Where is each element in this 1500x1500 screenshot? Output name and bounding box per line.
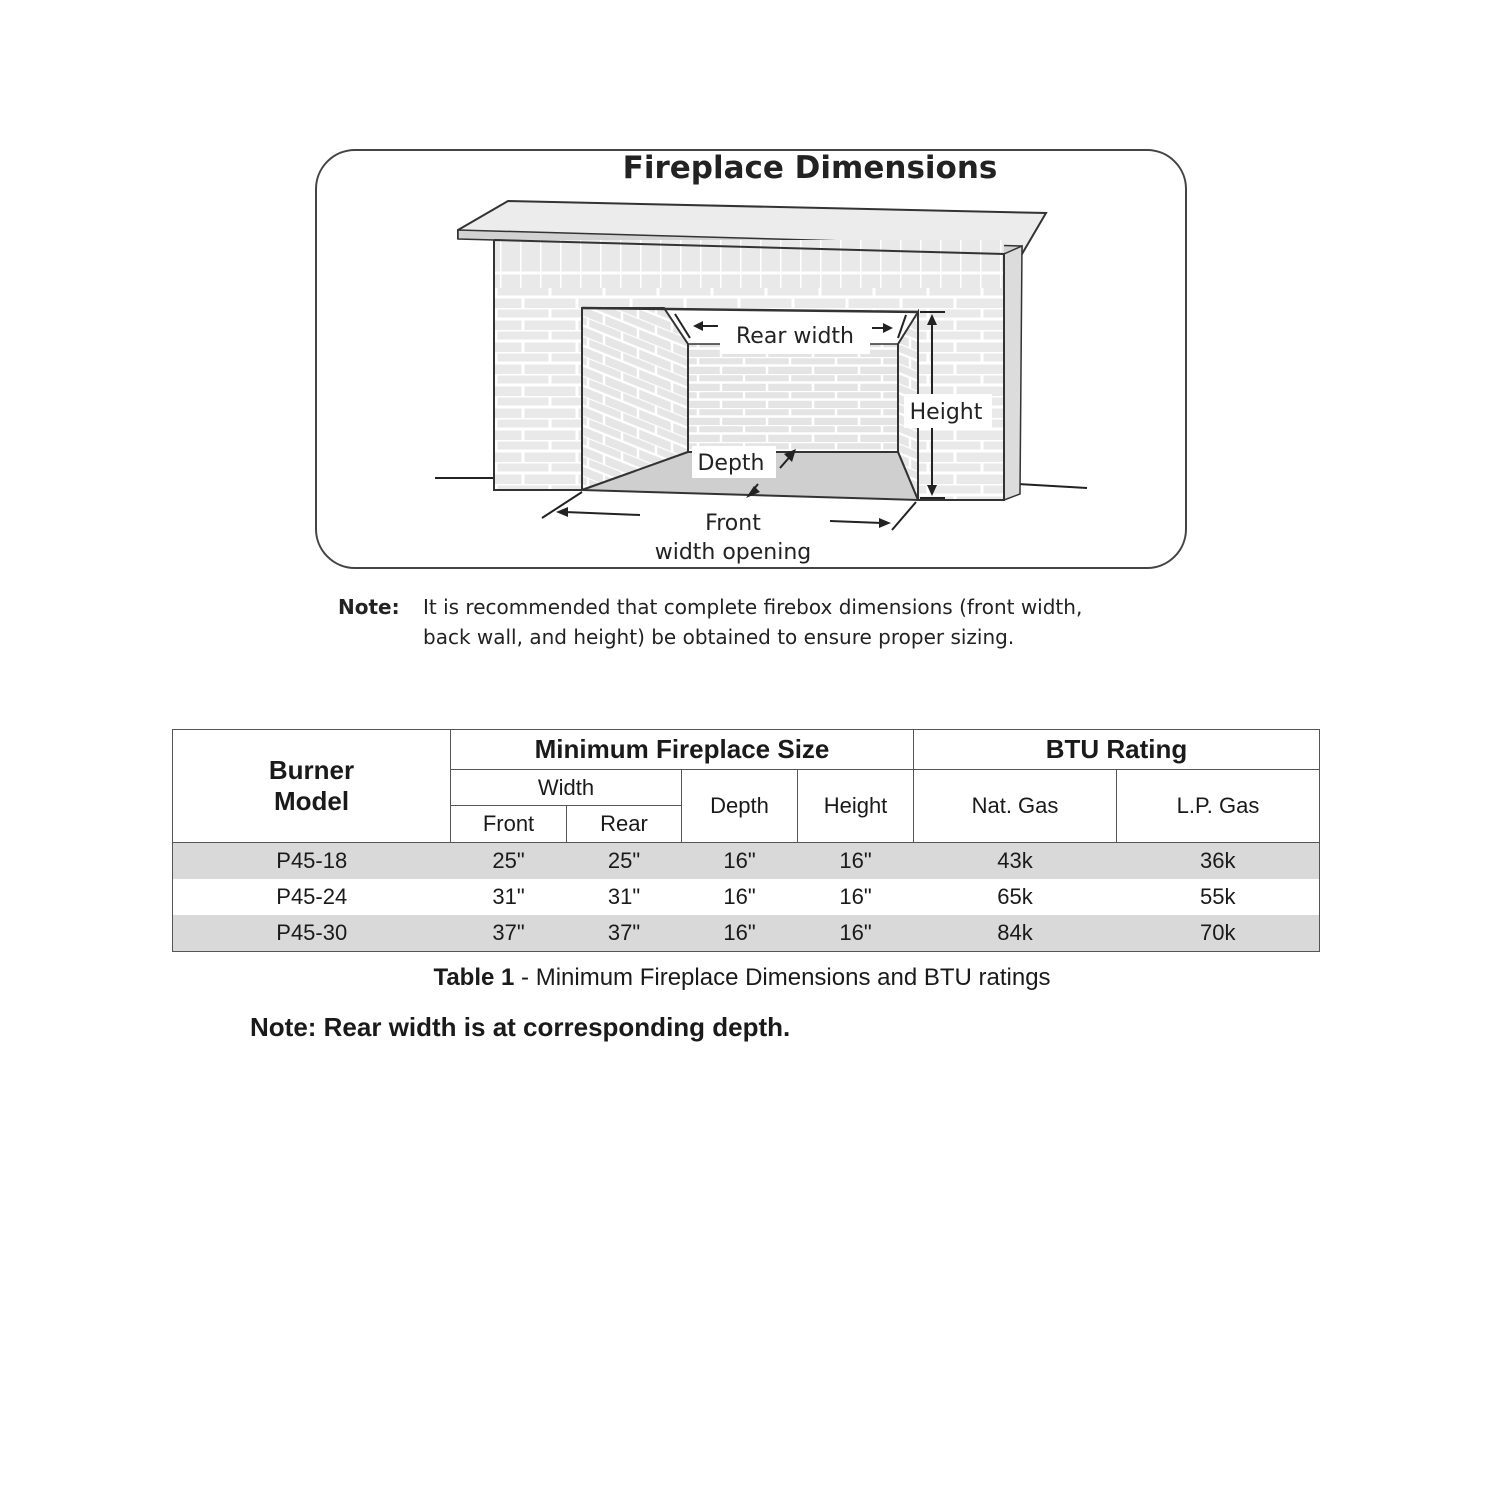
table-row: [173, 915, 1320, 952]
cell-height: 16": [798, 915, 914, 952]
header-front: Front: [451, 806, 567, 843]
cell-lp-gas: 70k: [1117, 915, 1320, 952]
sizing-note: [338, 592, 1178, 652]
sizing-note-line2: back wall, and height) be obtained to ensure proper sizing.: [423, 625, 1015, 649]
front-width-label-line2: width opening: [654, 540, 812, 565]
header-burner-model: Burner Model: [173, 730, 451, 843]
diagram-title: Fireplace Dimensions: [622, 150, 998, 186]
table-caption: [0, 964, 1484, 992]
cell-rear: 37": [567, 915, 682, 952]
header-depth: Depth: [682, 770, 798, 843]
table-caption-number: Table 1: [433, 964, 515, 991]
sizing-note-line1: It is recommended that complete firebox dimensions (front width,: [423, 595, 1083, 619]
sizing-note-label: Note:: [338, 595, 400, 619]
cell-rear: 25": [567, 843, 682, 880]
header-btu-rating: BTU Rating: [914, 730, 1320, 770]
cell-height: 16": [839, 884, 872, 909]
cell-front: 31": [492, 884, 525, 909]
depth-label: Depth: [697, 451, 765, 476]
cell-depth: 16": [723, 884, 756, 909]
header-min-fireplace-size: Minimum Fireplace Size: [451, 730, 914, 770]
cell-lp-gas: 36k: [1117, 843, 1320, 880]
fireplace-illustration: [0, 0, 1500, 600]
cell-rear: 31": [607, 884, 641, 909]
header-rear: Rear: [567, 806, 682, 843]
table-row: [173, 879, 1320, 915]
height-label: Height: [909, 400, 983, 425]
cell-model: P45-18: [173, 843, 451, 880]
rear-width-label: Rear width: [736, 324, 854, 349]
cell-model: P45-30: [173, 915, 451, 952]
header-nat-gas: Nat. Gas: [914, 770, 1117, 843]
cell-front: 37": [451, 915, 567, 952]
cell-depth: 16": [682, 915, 798, 952]
cell-nat-gas: 84k: [914, 915, 1117, 952]
header-lp-gas: L.P. Gas: [1117, 770, 1320, 843]
table-row: [173, 843, 1320, 880]
cell-front: 25": [451, 843, 567, 880]
cell-model: P45-24: [173, 879, 451, 915]
cell-nat-gas: 65k: [997, 884, 1033, 909]
cell-lp-gas: 55k: [1117, 879, 1320, 915]
front-width-label-line1: Front: [705, 511, 761, 536]
header-height: Height: [798, 770, 914, 843]
burner-spec-table: [172, 729, 1320, 952]
header-width: Width: [451, 770, 682, 806]
cell-nat-gas: 43k: [914, 843, 1117, 880]
table-caption-text: - Minimum Fireplace Dimensions and BTU ratings: [514, 964, 1051, 991]
rear-width-note: Note: Rear width is at corresponding depth.: [250, 1012, 791, 1042]
cell-depth: 16": [682, 843, 798, 880]
cell-height: 16": [798, 843, 914, 880]
